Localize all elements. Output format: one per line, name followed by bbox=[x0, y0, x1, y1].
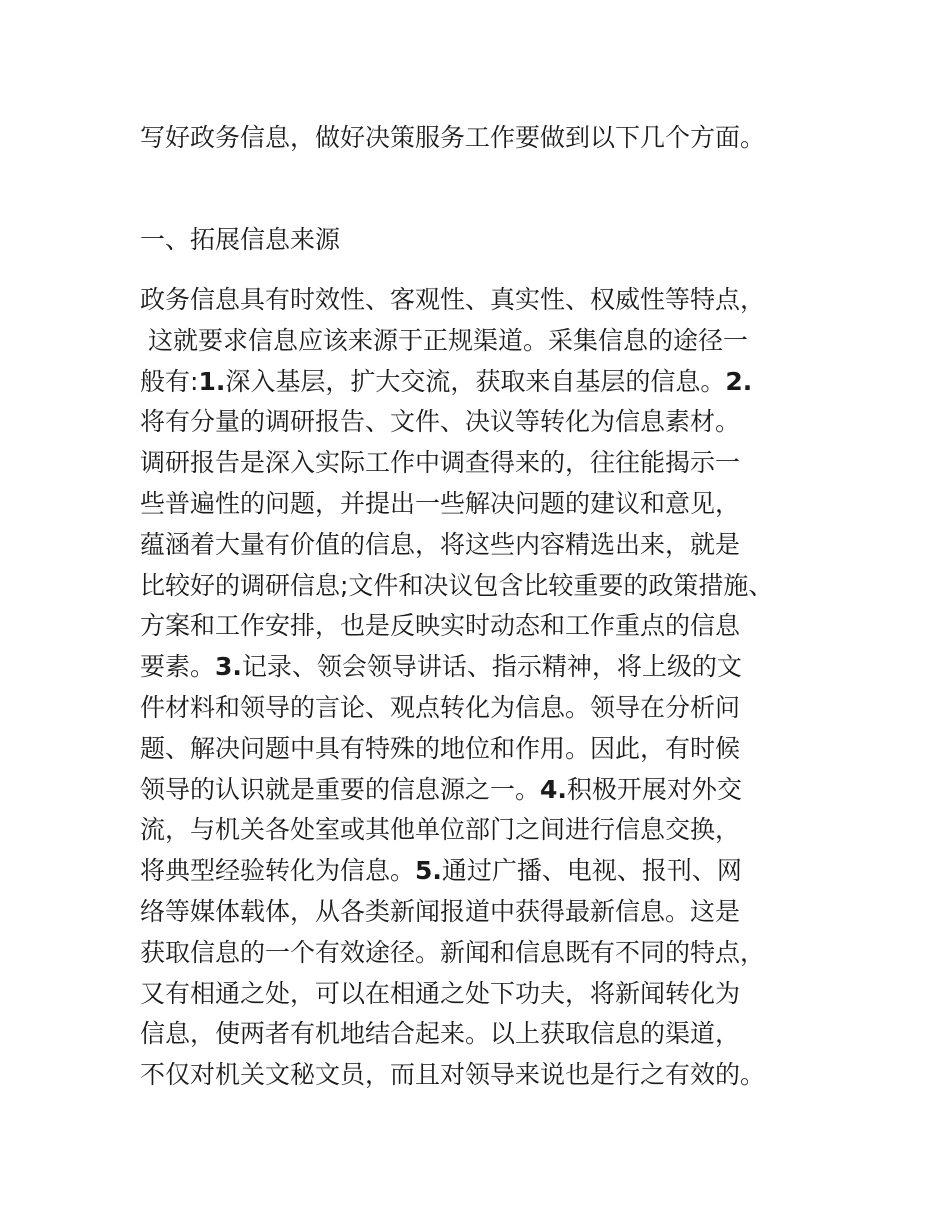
paragraph-line bbox=[140, 647, 830, 688]
paragraph-line bbox=[140, 770, 830, 811]
intro-sentence: 写好政务信息，做好决策服务工作要做到以下几个方面。 bbox=[140, 123, 766, 152]
body-paragraph bbox=[140, 280, 830, 1096]
line-segment: 深入基层，扩大交流，获取来自基层的信息。 bbox=[225, 366, 726, 396]
line-segment: 要素。 bbox=[140, 652, 216, 682]
line-segment: 积极开展对外交 bbox=[566, 774, 742, 804]
paragraph-line: 比较好的调研信息;文件和决议包含比较重要的政策措施、 bbox=[140, 570, 774, 600]
paragraph-line: 又有相通之处，可以在相通之处下功夫，将新闻转化为 bbox=[140, 978, 741, 1008]
paragraph-line: 不仅对机关文秘文员，而且对领导来说也是行之有效的。 bbox=[140, 1060, 766, 1090]
section-heading: 一、拓展信息来源 bbox=[140, 225, 341, 254]
paragraph-line: 些普遍性的问题，并提出一些解决问题的建议和意见， bbox=[140, 488, 741, 518]
paragraph-line: 流，与机关各处室或其他单位部门之间进行信息交换， bbox=[140, 815, 741, 845]
line-segment: 记录、领会领导讲话、指示精神，将上级的文 bbox=[241, 652, 742, 682]
paragraph-line: 信息，使两者有机地结合起来。以上获取信息的渠道， bbox=[140, 1019, 741, 1049]
line-segment: 领导的认识就是重要的信息源之一。 bbox=[140, 774, 541, 804]
paragraph-line bbox=[140, 362, 830, 403]
paragraph-line: 获取信息的一个有效途径。新闻和信息既有不同的特点， bbox=[140, 937, 766, 967]
line-segment: 将典型经验转化为信息。 bbox=[140, 856, 416, 886]
paragraph-line: 方案和工作安排，也是反映实时动态和工作重点的信息 bbox=[140, 611, 741, 641]
list-number: 5. bbox=[415, 856, 442, 886]
paragraph-line: 调研报告是深入实际工作中调查得来的，往往能揭示一 bbox=[140, 448, 741, 478]
paragraph-line: 将有分量的调研报告、文件、决议等转化为信息素材。 bbox=[140, 407, 741, 437]
line-segment: 通过广播、电视、报刊、网 bbox=[441, 856, 742, 886]
list-number: 2. bbox=[725, 366, 753, 396]
list-number: 4. bbox=[540, 774, 567, 804]
line-segment: 般有: bbox=[140, 366, 199, 396]
paragraph-line: 络等媒体载体，从各类新闻报道中获得最新信息。这是 bbox=[140, 896, 741, 926]
paragraph-line: 蕴涵着大量有价值的信息，将这些内容精选出来，就是 bbox=[140, 529, 741, 559]
list-number: 3. bbox=[215, 652, 242, 682]
paragraph-line bbox=[140, 851, 830, 892]
list-number: 1. bbox=[198, 366, 226, 396]
paragraph-line: 政务信息具有时效性、客观性、真实性、权威性等特点， bbox=[140, 285, 766, 314]
paragraph-line: 件材料和领导的言论、观点转化为信息。领导在分析问 bbox=[140, 692, 741, 722]
paragraph-line: 题、解决问题中具有特殊的地位和作用。因此，有时候 bbox=[140, 733, 741, 763]
paragraph-line: 这就要求信息应该来源于正规渠道。采集信息的途径一 bbox=[148, 325, 749, 355]
